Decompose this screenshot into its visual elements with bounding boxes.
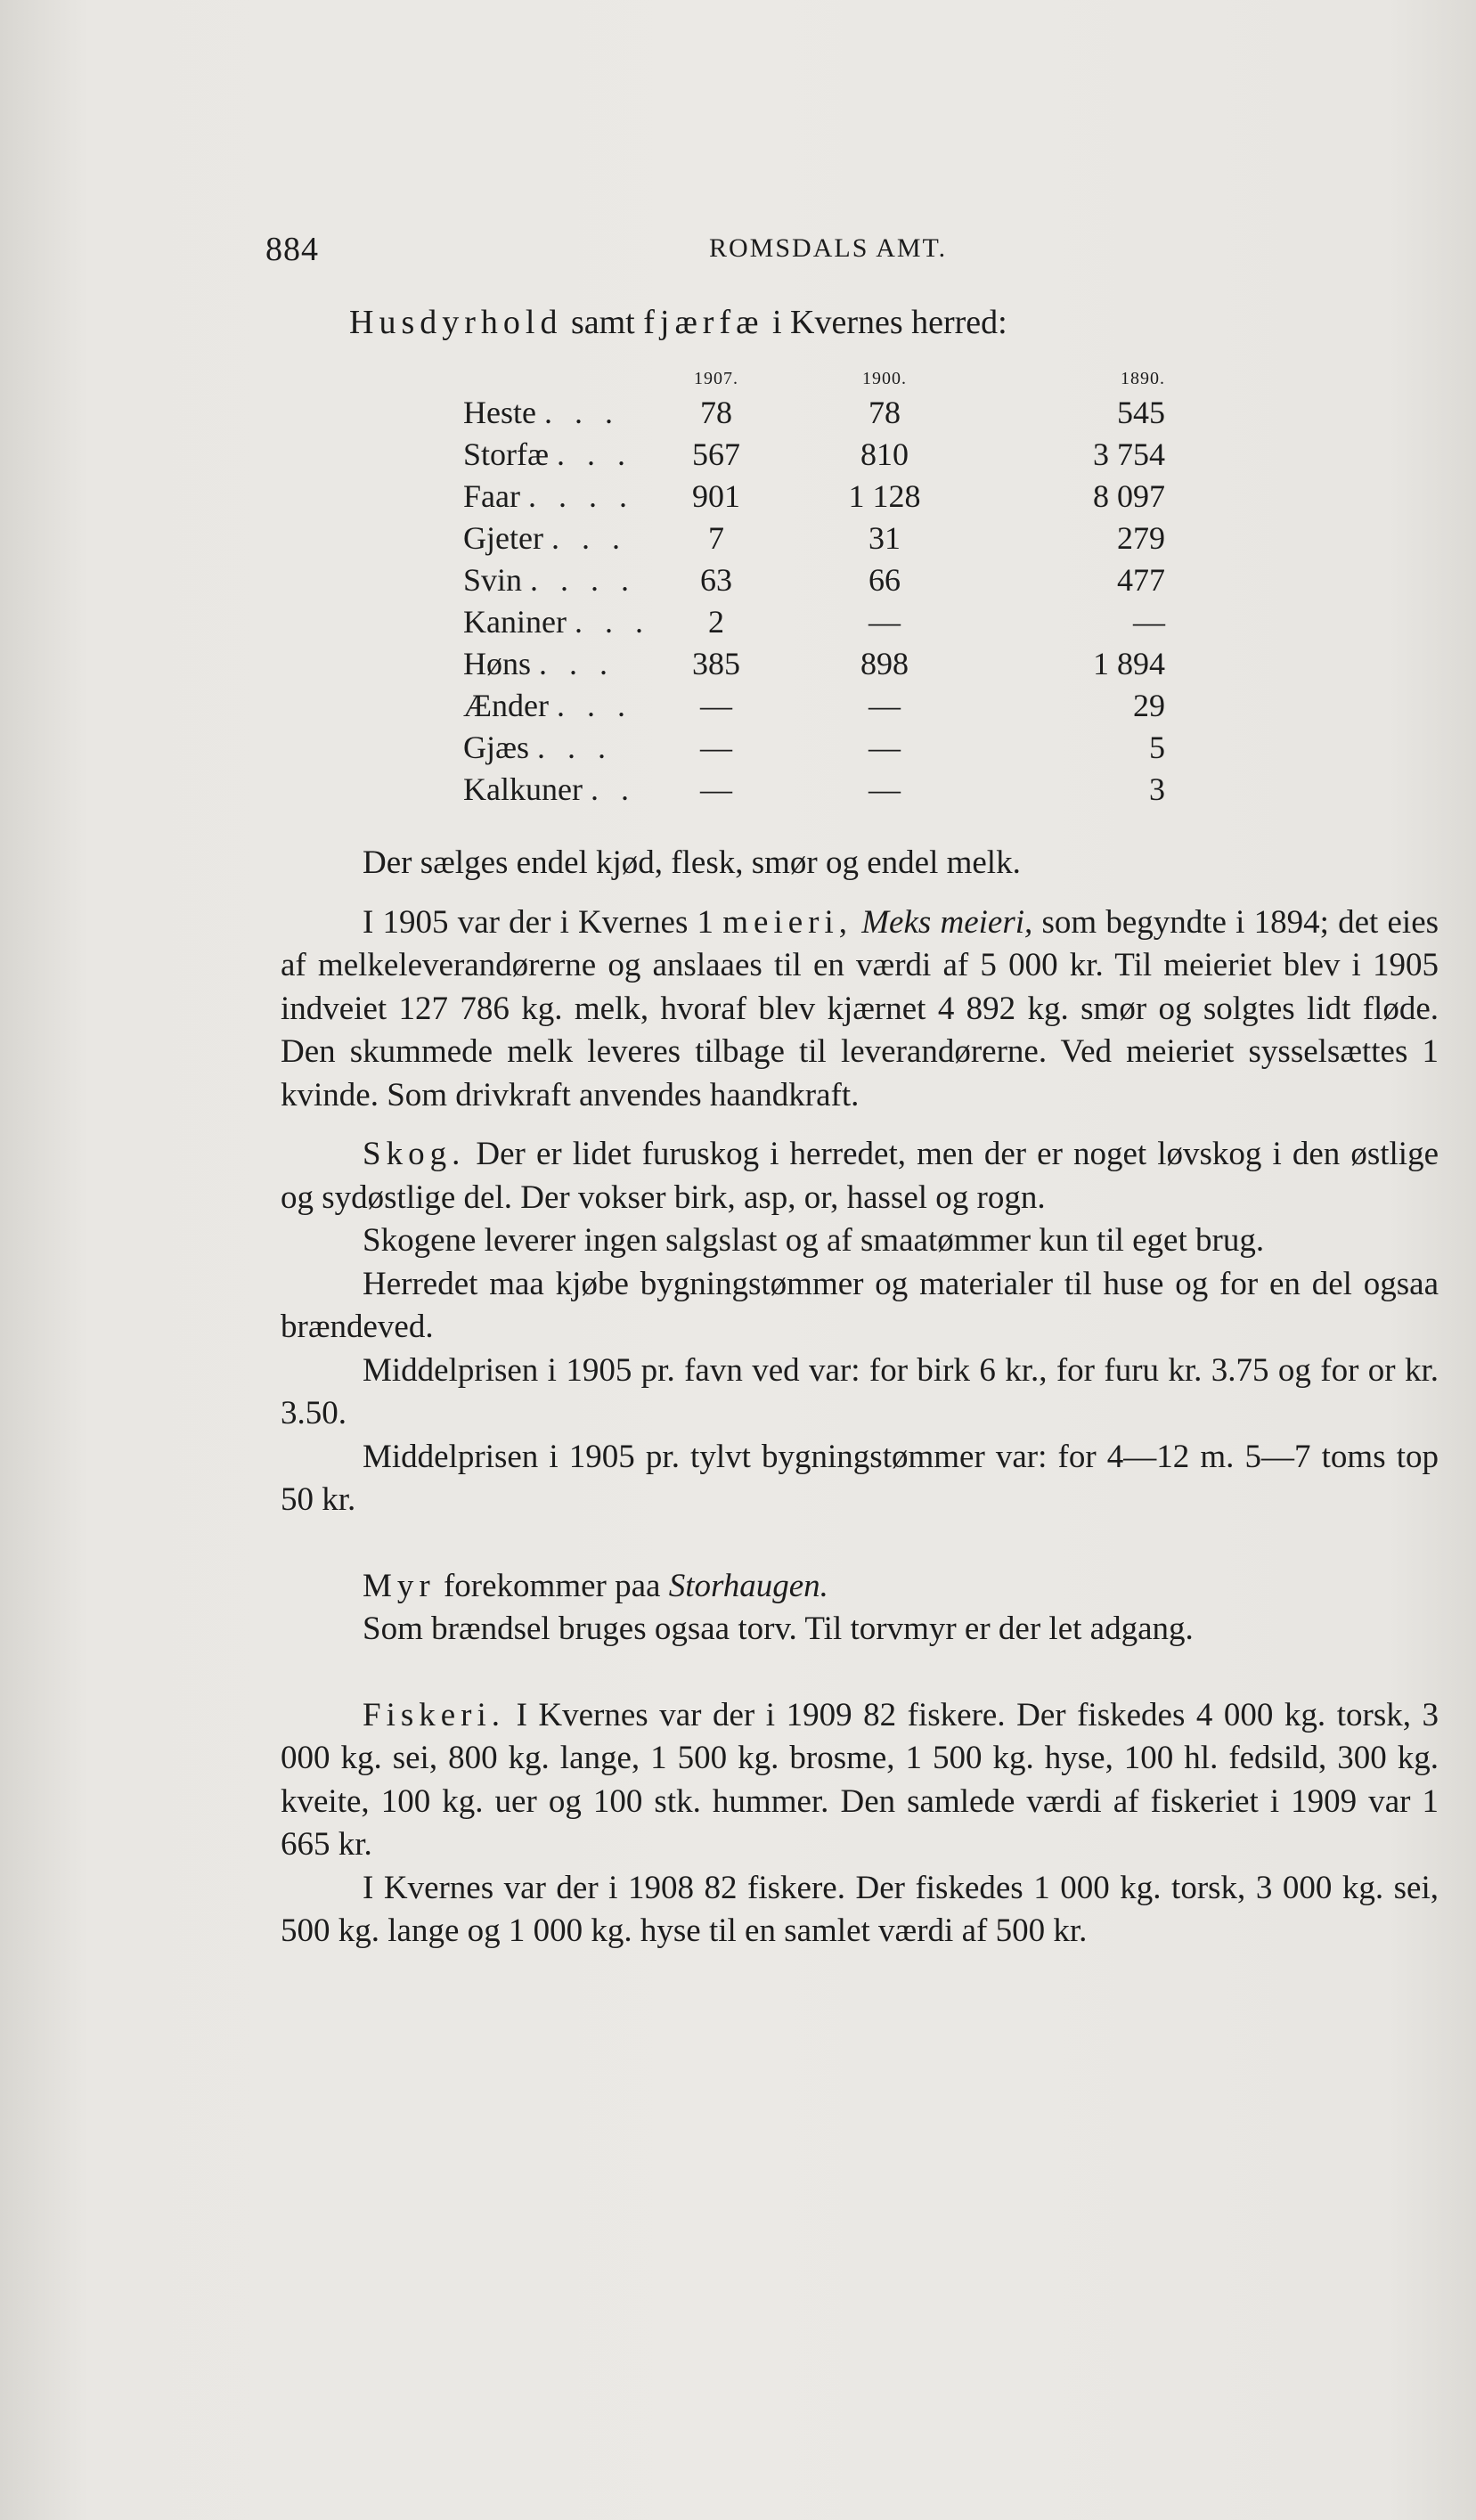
section-lead: Myr: [363, 1567, 436, 1604]
body-text: [281, 842, 1439, 1953]
table-title-part: fjærfæ: [643, 304, 764, 341]
paragraph-peat: Som brændsel bruges ogsaa torv. Til torvmyr er der let adgang.: [363, 1611, 1194, 1647]
spaced-term: meieri,: [722, 903, 853, 941]
text-run: som begyndte i 1894; det eies af melkeleverandørerne og anslaaes til en værdi af 5 000 kr. Til meieriet blev i 1905 indveiet 127 786 kg. melk, hvoraf blev kjærnet 4 892 kg. smør og solgtes lidt fløde. Den skummede melk leveres tilbage til leverandørerne. Ved meieriet sysselsættes 1 kvinde. Som drivkraft anvendes haandkraft.: [281, 903, 1439, 1113]
table-row: [463, 601, 1165, 643]
value-1907: 567: [691, 436, 740, 472]
animal-name: Kaniner: [463, 604, 567, 640]
italic-name: Storhaugen.: [668, 1567, 828, 1604]
leader-dots: . . . .: [530, 562, 637, 598]
animal-cell: [463, 434, 650, 476]
paragraph-forest: [281, 1133, 1439, 1219]
value-1900: —: [868, 688, 901, 723]
value-1900: 66: [868, 562, 901, 598]
table-row: [463, 434, 1165, 476]
table-title-part: i Kvernes herred:: [771, 304, 1007, 341]
value-1907: 901: [691, 478, 740, 514]
paragraph-sales: Der sælges endel kjød, flesk, smør og endel melk.: [363, 844, 1021, 881]
animal-name: Høns: [463, 646, 532, 681]
italic-name: Meks meieri,: [861, 903, 1033, 941]
value-1907: 63: [699, 562, 732, 598]
paragraph-bog: [281, 1565, 1439, 1609]
leader-dots: . . .: [550, 520, 627, 556]
value-1900: 78: [868, 395, 901, 430]
value-1900: 898: [860, 646, 909, 681]
spacer: [281, 1117, 1439, 1133]
value-1890: 477: [1116, 562, 1165, 598]
column-header-blank: [463, 365, 650, 392]
value-1907: 78: [699, 395, 732, 430]
text-run: forekommer paa: [443, 1567, 661, 1604]
text-run: I 1905 var der i Kvernes 1: [363, 903, 714, 941]
paragraph-fishery-1909: [281, 1694, 1439, 1867]
value-1900: —: [868, 604, 901, 640]
column-header-1907: 1907.: [693, 369, 738, 388]
animal-cell: [463, 392, 650, 434]
value-1900: 31: [868, 520, 901, 556]
value-1907: 7: [707, 520, 724, 556]
animal-name: Gjeter: [463, 520, 543, 556]
value-1890: —: [1132, 604, 1165, 640]
livestock-table: [463, 365, 1165, 811]
paragraph-timber-purchase: Herredet maa kjøbe bygningstømmer og materialer til huse og for en del ogsaa brændeved.: [281, 1265, 1439, 1345]
table-title: [349, 303, 1007, 342]
animal-name: Kalkuner: [463, 771, 583, 807]
value-1900: 810: [860, 436, 909, 472]
page-number: 884: [265, 231, 319, 268]
value-1890: 279: [1116, 520, 1165, 556]
value-1907: —: [699, 771, 732, 807]
leader-dots: . . . .: [527, 478, 634, 514]
table-row: [463, 727, 1165, 769]
animal-cell: [463, 476, 650, 518]
table-row: [463, 392, 1165, 434]
animal-cell: [463, 643, 650, 685]
leader-dots: . . .: [557, 436, 633, 472]
table-row: [463, 685, 1165, 727]
animal-name: Heste: [463, 395, 536, 430]
leader-dots: . . .: [556, 688, 632, 723]
value-1890: 1 894: [1092, 646, 1165, 681]
value-1907: 2: [707, 604, 724, 640]
value-1890: 5: [1148, 730, 1165, 765]
column-header-1890: 1890.: [1120, 369, 1165, 388]
table-row: [463, 559, 1165, 601]
leader-dots: . . .: [543, 395, 620, 430]
paragraph-dairy: [281, 901, 1439, 1118]
column-header-1900: 1900.: [861, 369, 907, 388]
value-1890: 3: [1148, 771, 1165, 807]
animal-name: Ænder: [463, 688, 549, 723]
spacer: [281, 1522, 1439, 1565]
leader-dots: . . .: [539, 646, 616, 681]
leader-dots: . .: [590, 771, 636, 807]
animal-name: Gjæs: [463, 730, 530, 765]
running-head: ROMSDALS AMT.: [709, 233, 948, 263]
page-header: [0, 230, 1476, 274]
value-1900: —: [868, 771, 901, 807]
section-lead: Fiskeri.: [363, 1696, 506, 1733]
animal-cell: [463, 685, 650, 727]
animal-cell: [463, 601, 650, 643]
paragraph-timber-price: Middelprisen i 1905 pr. tylvt bygningstømmer var: for 4—12 m. 5—7 toms top 50 kr.: [281, 1438, 1439, 1518]
table-row: [463, 643, 1165, 685]
table-row: [463, 769, 1165, 811]
value-1907: —: [699, 688, 732, 723]
leader-dots: . . .: [537, 730, 614, 765]
spacer: [281, 885, 1439, 901]
value-1890: 545: [1116, 395, 1165, 430]
animal-cell: [463, 769, 650, 811]
leader-dots: . . .: [574, 604, 650, 640]
animal-cell: [463, 727, 650, 769]
value-1890: 3 754: [1092, 436, 1165, 472]
section-lead: Skog.: [363, 1136, 466, 1172]
animal-cell: [463, 518, 650, 559]
value-1890: 8 097: [1092, 478, 1165, 514]
value-1900: 1 128: [848, 478, 921, 514]
table-title-part: Husdyrhold: [349, 304, 563, 341]
value-1907: 385: [691, 646, 740, 681]
text-run: I Kvernes var der i 1909 82 fiskere. Der fiskedes 4 000 kg. torsk, 3 000 kg. sei, 800 kg. lange, 1 500 kg. brosme, 1 500 kg. hyse, 100 hl. fedsild, 300 kg. kveite, 100 kg. uer og 100 stk. hummer. Den samlede værdi af fiskeriet i 1909 var 1 665 kr.: [281, 1696, 1439, 1863]
paragraph-forest-yield: Skogene leverer ingen salgslast og af smaatømmer kun til eget brug.: [363, 1222, 1265, 1259]
animal-cell: [463, 559, 650, 601]
text-run: Der er lidet furuskog i herredet, men der er noget løvskog i den østlige og sydøstlige del. Der vokser birk, asp, or, hassel og rogn.: [281, 1136, 1439, 1216]
spacer: [281, 1651, 1439, 1694]
animal-name: Faar: [463, 478, 520, 514]
table-row: [463, 476, 1165, 518]
animal-name: Svin: [463, 562, 523, 598]
value-1890: 29: [1132, 688, 1165, 723]
paragraph-fishery-1908: I Kvernes var der i 1908 82 fiskere. Der fiskedes 1 000 kg. torsk, 3 000 kg. sei, 500 kg. lange og 1 000 kg. hyse til en samlet værdi af 500 kr.: [281, 1869, 1439, 1949]
table-header-row: [463, 365, 1165, 392]
value-1907: —: [699, 730, 732, 765]
animal-name: Storfæ: [463, 436, 550, 472]
table-row: [463, 518, 1165, 559]
value-1900: —: [868, 730, 901, 765]
paragraph-firewood-price: Middelprisen i 1905 pr. favn ved var: for birk 6 kr., for furu kr. 3.75 og for or kr. 3.50.: [281, 1351, 1439, 1431]
table-title-part: samt: [570, 304, 635, 341]
